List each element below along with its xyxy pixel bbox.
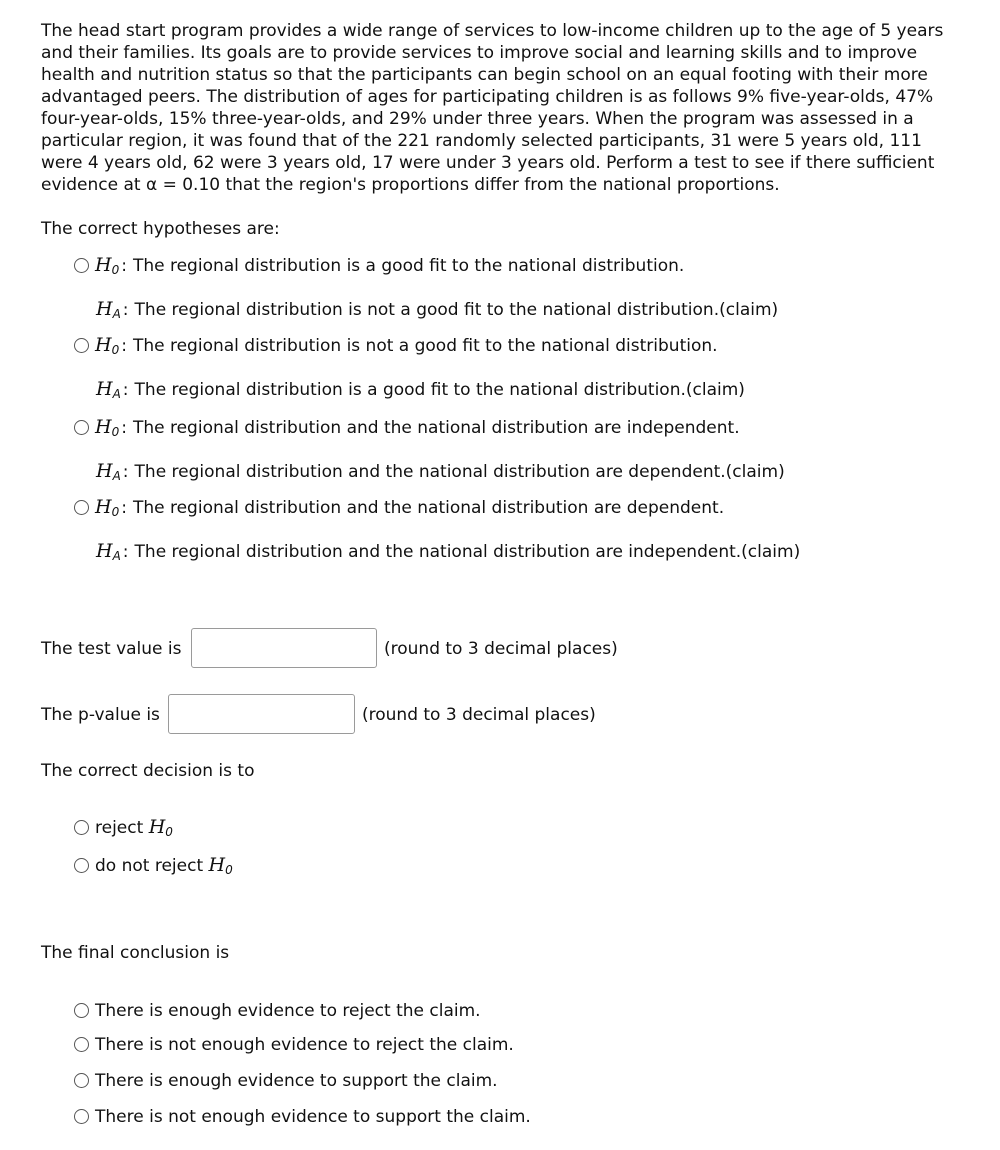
- hypothesis-option-3[interactable]: $H_0$ : The regional distribution and the national distribution are independent.: [74, 416, 740, 439]
- decision-heading: The correct decision is to: [41, 761, 255, 781]
- hypothesis-option-2[interactable]: $H_0$ : The regional distribution is not a good fit to the national distribution.: [74, 334, 718, 357]
- p-value-input[interactable]: [168, 694, 355, 734]
- p-value-hint: (round to 3 decimal places): [362, 705, 596, 725]
- radio-button[interactable]: [74, 1109, 89, 1124]
- radio-button[interactable]: [74, 500, 89, 515]
- decision-option-reject[interactable]: reject $H_0$: [74, 816, 173, 839]
- p-value-label: The p-value is: [41, 705, 160, 725]
- radio-button[interactable]: [74, 858, 89, 873]
- radio-button[interactable]: [74, 258, 89, 273]
- test-value-label: The test value is: [41, 639, 182, 659]
- ha-text: The regional distribution and the national distribution are dependent.(claim): [134, 462, 785, 482]
- test-value-input[interactable]: [191, 628, 377, 668]
- conclusion-option-1[interactable]: There is enough evidence to reject the claim.: [74, 1001, 481, 1021]
- ha-text: The regional distribution is a good fit to the national distribution.(claim): [134, 380, 745, 400]
- decision-option-do-not-reject[interactable]: do not reject $H_0$: [74, 854, 233, 877]
- problem-statement: The head start program provides a wide range of services to low-income children up to the age of 5 years and their families. Its goals are to provide services to improve social and learning skills and to improve health and nutrition status so that the participants can begin school on an equal footing with their more advantaged peers. The distribution of ages for participating children is as follows 9% five-year-olds, 47% four-year-olds, 15% three-year-olds, and 29% under three years. When the program was assessed in a particular region, it was found that of the 221 randomly selected participants, 31 were 5 years old, 111 were 4 years old, 62 were 3 years old, 17 were under 3 years old. Perform a test to see if there sufficient evidence at α = 0.10 that the region's proportions differ from the national proportions.: [41, 21, 944, 195]
- hypotheses-heading: The correct hypotheses are:: [41, 219, 280, 239]
- radio-button[interactable]: [74, 1073, 89, 1088]
- radio-button[interactable]: [74, 1037, 89, 1052]
- radio-button[interactable]: [74, 820, 89, 835]
- conclusion-option-2[interactable]: There is not enough evidence to reject the claim.: [74, 1035, 514, 1055]
- hypothesis-option-1[interactable]: $H_0$ : The regional distribution is a good fit to the national distribution.: [74, 254, 684, 277]
- h0-text: The regional distribution is not a good fit to the national distribution.: [132, 336, 718, 356]
- hypothesis-option-1-alt: $H_A$ : The regional distribution is not a good fit to the national distribution.(claim): [96, 298, 779, 321]
- radio-button[interactable]: [74, 420, 89, 435]
- radio-button[interactable]: [74, 338, 89, 353]
- h0-text: The regional distribution and the national distribution are dependent.: [132, 498, 725, 518]
- hypothesis-option-3-alt: $H_A$ : The regional distribution and the national distribution are dependent.(claim): [96, 460, 785, 483]
- ha-text: The regional distribution and the national distribution are independent.(claim): [134, 542, 801, 562]
- radio-button[interactable]: [74, 1003, 89, 1018]
- h0-text: The regional distribution is a good fit to the national distribution.: [132, 256, 685, 276]
- test-value-hint: (round to 3 decimal places): [384, 639, 618, 659]
- hypothesis-option-4[interactable]: $H_0$ : The regional distribution and the national distribution are dependent.: [74, 496, 724, 519]
- hypothesis-option-4-alt: $H_A$ : The regional distribution and the national distribution are independent.(claim): [96, 540, 801, 563]
- conclusion-option-3[interactable]: There is enough evidence to support the claim.: [74, 1071, 498, 1091]
- h0-text: The regional distribution and the national distribution are independent.: [132, 418, 740, 438]
- hypothesis-option-2-alt: $H_A$ : The regional distribution is a good fit to the national distribution.(claim): [96, 378, 745, 401]
- conclusion-option-4[interactable]: There is not enough evidence to support the claim.: [74, 1107, 531, 1127]
- ha-text: The regional distribution is not a good fit to the national distribution.(claim): [134, 300, 779, 320]
- conclusion-heading: The final conclusion is: [41, 943, 230, 963]
